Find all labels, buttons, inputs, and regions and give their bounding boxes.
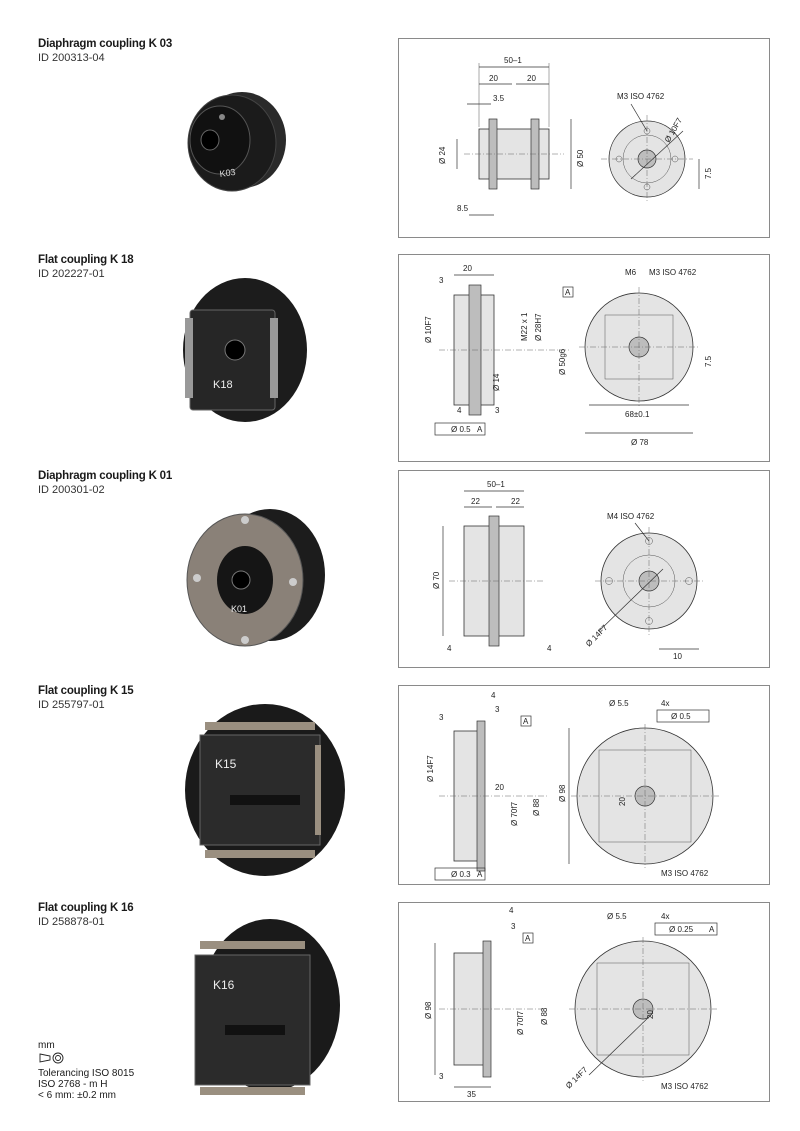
dim-top: 4 bbox=[509, 906, 514, 915]
dim-bore: Ø 14F7 bbox=[426, 755, 435, 782]
product-photo-k18 bbox=[165, 270, 315, 430]
dim-datum: A bbox=[523, 717, 529, 726]
section-k01 bbox=[0, 460, 800, 675]
dim-overall: 50–1 bbox=[504, 56, 522, 65]
dim-bore: Ø 10F7 bbox=[424, 316, 433, 343]
dim-bottom-l: 4 bbox=[447, 644, 452, 653]
dim-dia-outer: Ø 98 bbox=[424, 1001, 433, 1019]
technical-drawing-k01 bbox=[398, 470, 770, 668]
pos-ref: A bbox=[709, 925, 715, 934]
dim-count: 4x bbox=[661, 699, 670, 708]
dim-left: 20 bbox=[489, 74, 498, 83]
dim-thread: M3 ISO 4762 bbox=[661, 1082, 709, 1091]
photo-label: K18 bbox=[213, 379, 233, 391]
dim-dia-b: Ø 88 bbox=[540, 1007, 549, 1025]
dim-offset: 20 bbox=[646, 1010, 655, 1019]
product-title: Diaphragm coupling K 01 bbox=[38, 470, 173, 482]
product-id: ID 202227-01 bbox=[38, 268, 105, 280]
dim-dia-c: Ø 50g6 bbox=[558, 348, 567, 375]
section-k03 bbox=[0, 0, 800, 240]
dim-top: 4 bbox=[491, 691, 496, 700]
dim-datum: A bbox=[525, 934, 531, 943]
dim-bottom-a: 4 bbox=[457, 406, 462, 415]
section-k15 bbox=[0, 675, 800, 890]
dim-hole: Ø 5.5 bbox=[607, 912, 627, 921]
product-id: ID 200313-04 bbox=[38, 52, 105, 64]
dim-mid: 20 bbox=[495, 783, 504, 792]
dim-dia-right: Ø 50 bbox=[576, 149, 585, 167]
dim-dia: Ø 70 bbox=[432, 571, 441, 589]
dim-dia-left: Ø 24 bbox=[438, 146, 447, 164]
pos-tol: Ø 0.5 bbox=[671, 712, 691, 721]
photo-label: K16 bbox=[213, 978, 235, 992]
dim-dia-a: Ø 70f7 bbox=[516, 1010, 525, 1035]
dim-left: 3 bbox=[439, 713, 444, 722]
tol-box: Ø 0.3 bbox=[451, 870, 471, 879]
dim-left-top: 3 bbox=[439, 276, 444, 285]
dim-bottom-b: 3 bbox=[495, 406, 500, 415]
dim-bore: Ø 14F7 bbox=[584, 623, 610, 649]
photo-label: K15 bbox=[215, 757, 237, 771]
dim-offset: 7.5 bbox=[704, 355, 713, 367]
product-id: ID 258878-01 bbox=[38, 916, 105, 928]
dim-top: 20 bbox=[463, 264, 472, 273]
product-photo-k15 bbox=[175, 700, 350, 880]
tolerancing-line2: ISO 2768 - m H bbox=[38, 1079, 108, 1090]
dim-left: 22 bbox=[471, 497, 480, 506]
dim-right: 20 bbox=[527, 74, 536, 83]
tol-ref: A bbox=[477, 870, 483, 879]
product-title: Flat coupling K 16 bbox=[38, 902, 134, 914]
pos-tol: Ø 0.25 bbox=[669, 925, 694, 934]
technical-drawing-k16 bbox=[398, 902, 770, 1102]
dim-thread-a: M22 x 1 bbox=[520, 312, 529, 341]
dim-offset: 20 bbox=[618, 797, 627, 806]
product-photo-k01 bbox=[175, 500, 335, 650]
dim-dia-a: Ø 70f7 bbox=[510, 801, 519, 826]
dim-dia-d: Ø 14 bbox=[492, 373, 501, 391]
dim-left: 3 bbox=[511, 922, 516, 931]
product-photo-k03 bbox=[180, 85, 300, 195]
dim-overall: 50–1 bbox=[487, 480, 505, 489]
dim-offset: 10 bbox=[673, 652, 682, 661]
dim-count: 4x bbox=[661, 912, 670, 921]
dim-dia-b: Ø 88 bbox=[532, 798, 541, 816]
technical-drawing-k03 bbox=[398, 38, 770, 238]
dim-bottom-l: 3 bbox=[439, 1072, 444, 1081]
dim-thread: M4 ISO 4762 bbox=[607, 512, 655, 521]
tolerancing-line1: Tolerancing ISO 8015 bbox=[38, 1068, 135, 1079]
dim-bore: Ø 10F7 bbox=[662, 116, 685, 144]
dim-dia-outer: Ø 78 bbox=[631, 438, 649, 447]
dim-bore: Ø 14F7 bbox=[564, 1065, 590, 1091]
dim-thread: M3 ISO 4762 bbox=[617, 92, 665, 101]
photo-label: K03 bbox=[218, 166, 237, 179]
dim-datum: A bbox=[565, 288, 571, 297]
projection-symbol-icon bbox=[38, 1051, 66, 1065]
section-k18 bbox=[0, 240, 800, 460]
tol-ref: A bbox=[477, 425, 483, 434]
dim-thread: M3 ISO 4762 bbox=[661, 869, 709, 878]
dim-bottom: 8.5 bbox=[457, 204, 469, 213]
tolerancing-unit: mm bbox=[38, 1040, 55, 1051]
dim-right: 3 bbox=[495, 705, 500, 714]
dim-small: 3.5 bbox=[493, 94, 505, 103]
tol-box: Ø 0.5 bbox=[451, 425, 471, 434]
dim-hole: Ø 5.5 bbox=[609, 699, 629, 708]
product-title: Flat coupling K 15 bbox=[38, 685, 134, 697]
tolerancing-note bbox=[38, 1040, 134, 1101]
product-title: Flat coupling K 18 bbox=[38, 254, 134, 266]
dim-pitch: 68±0.1 bbox=[625, 410, 650, 419]
dim-bottom-r: 4 bbox=[547, 644, 552, 653]
product-title: Diaphragm coupling K 03 bbox=[38, 38, 173, 50]
dim-dia-b: Ø 28H7 bbox=[534, 313, 543, 341]
dim-m6: M6 bbox=[625, 268, 637, 277]
dim-dia-outer: Ø 98 bbox=[558, 784, 567, 802]
dim-offset: 7.5 bbox=[704, 167, 713, 179]
product-id: ID 200301-02 bbox=[38, 484, 105, 496]
dim-right: 22 bbox=[511, 497, 520, 506]
technical-drawing-k18 bbox=[398, 254, 770, 462]
product-photo-k16 bbox=[175, 915, 345, 1105]
photo-label: K01 bbox=[231, 604, 248, 614]
tolerancing-line3: < 6 mm: ±0.2 mm bbox=[38, 1090, 117, 1101]
product-id: ID 255797-01 bbox=[38, 699, 105, 711]
technical-drawing-k15 bbox=[398, 685, 770, 885]
dim-thread: M3 ISO 4762 bbox=[649, 268, 697, 277]
dim-bottom: 35 bbox=[467, 1090, 476, 1099]
